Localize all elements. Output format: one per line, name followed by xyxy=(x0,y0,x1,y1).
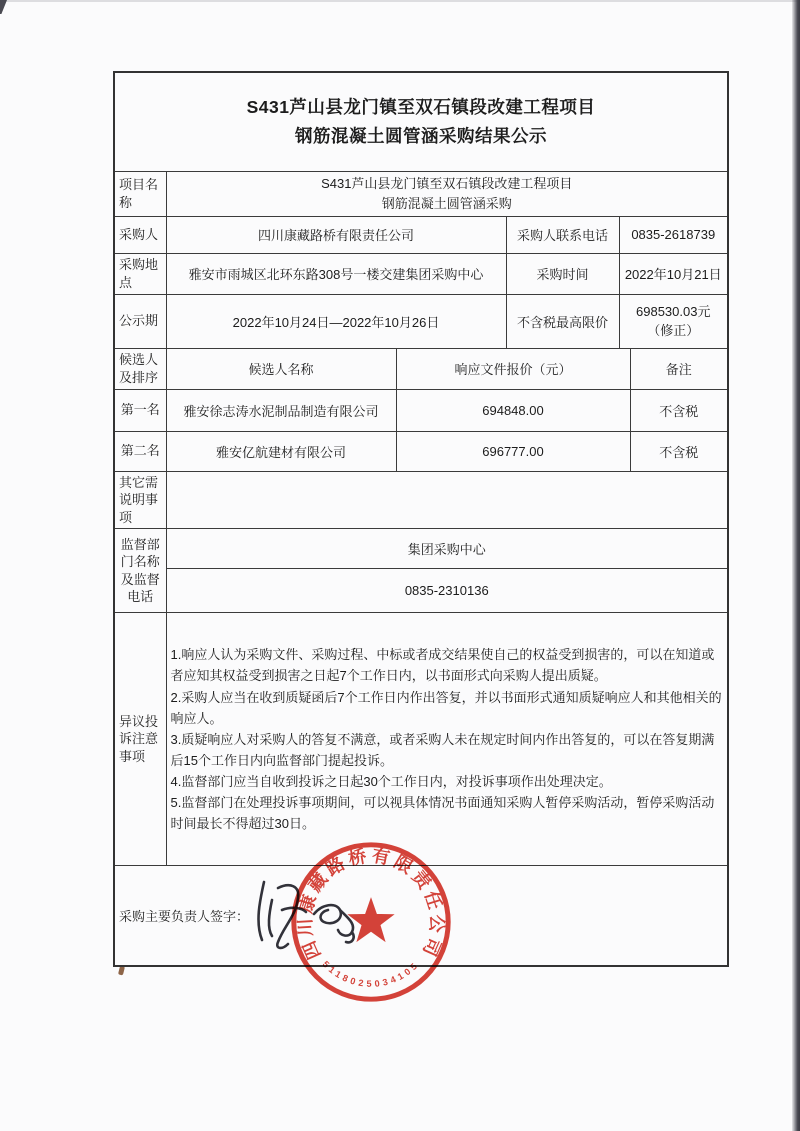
candidate-price-header: 响应文件报价（元） xyxy=(396,348,630,389)
purchaser-phone-label: 采购人联系电话 xyxy=(506,216,619,253)
objection-label: 异议投诉注意事项 xyxy=(114,613,166,866)
purchase-time-label: 采购时间 xyxy=(506,253,619,294)
purchaser-phone-value: 0835-2618739 xyxy=(619,216,728,253)
stamp-star-icon xyxy=(347,897,394,942)
project-name-label: 项目名称 xyxy=(114,171,166,216)
scan-top-edge xyxy=(0,0,800,2)
stamp-company-text: 四川康藏路桥有限责任公司 xyxy=(294,845,448,963)
project-name-value xyxy=(166,171,728,216)
candidate-remark-header: 备注 xyxy=(630,348,728,389)
procurement-result-table xyxy=(113,71,729,967)
table-row xyxy=(114,431,728,471)
location-label: 采购地点 xyxy=(114,253,166,294)
objection-item-3: 3.质疑响应人对采购人的答复不满意，或者采购人未在规定时间内作出答复的，可以在答复期满后15个工作日内向监督部门提起投诉。 xyxy=(170,731,715,768)
max-price-amount: 698530.03元 xyxy=(636,303,711,319)
purchase-time-value: 2022年10月21日 xyxy=(619,253,728,294)
scan-right-edge xyxy=(792,0,800,1131)
company-stamp xyxy=(288,839,454,1005)
candidate1-remark: 不含税 xyxy=(630,389,728,431)
objection-item-4: 4.监督部门应当自收到投诉之日起30个工作日内，对投诉事项作出处理决定。 xyxy=(170,773,612,789)
purchaser-label: 采购人 xyxy=(114,216,166,253)
candidate1-rank: 第一名 xyxy=(114,389,166,431)
document-title-cell xyxy=(114,72,728,171)
candidate1-price: 694848.00 xyxy=(396,389,630,431)
table-row xyxy=(114,389,728,431)
candidate2-name: 雅安亿航建材有限公司 xyxy=(166,431,396,471)
other-notes-value xyxy=(166,471,728,529)
candidates-label: 候选人及排序 xyxy=(114,348,166,389)
location-value: 雅安市雨城区北环东路308号一楼交建集团采购中心 xyxy=(166,253,506,294)
supervision-phone: 0835-2310136 xyxy=(166,569,728,613)
max-price-label: 不含税最高限价 xyxy=(506,294,619,348)
max-price-note: （修正） xyxy=(647,323,700,338)
candidate2-rank: 第二名 xyxy=(114,431,166,471)
project-name-value-line1: S431芦山县龙门镇至双石镇段改建工程项目 xyxy=(321,176,573,191)
candidate-name-header: 候选人名称 xyxy=(166,348,396,389)
objection-item-5: 5.监督部门在处理投诉事项期间，可以视具体情况书面通知采购人暂停采购活动，暂停采购活动时间最长不得超过30日。 xyxy=(170,794,715,831)
scan-corner-mark xyxy=(0,0,7,14)
candidate1-name: 雅安徐志涛水泥制品制造有限公司 xyxy=(166,389,396,431)
objection-content xyxy=(166,613,728,866)
other-notes-label: 其它需说明事项 xyxy=(114,471,166,529)
objection-item-2: 2.采购人应当在收到质疑函后7个工作日内作出答复，并以书面形式通知质疑响应人和其他相关的响应人。 xyxy=(170,689,722,726)
publicity-period-value: 2022年10月24日—2022年10月26日 xyxy=(166,294,506,348)
candidate2-remark: 不含税 xyxy=(630,431,728,471)
scan-speck xyxy=(118,966,125,976)
stamp-number-text: 5118025034105 xyxy=(320,958,422,989)
project-name-value-line2: 钢筋混凝土圆管涵采购 xyxy=(381,195,512,211)
max-price-value xyxy=(619,294,728,348)
supervision-label: 监督部门名称及监督电话 xyxy=(114,529,166,613)
signature-label: 采购主要负责人签字： xyxy=(119,908,250,924)
publicity-period-label: 公示期 xyxy=(114,294,166,348)
supervision-department: 集团采购中心 xyxy=(166,529,728,569)
document-title-line1: S431芦山县龙门镇至双石镇段改建工程项目 xyxy=(246,96,596,117)
purchaser-value: 四川康藏路桥有限责任公司 xyxy=(166,216,506,253)
candidate2-price: 696777.00 xyxy=(396,431,630,471)
document-title-line2: 钢筋混凝土圆管涵采购结果公示 xyxy=(295,125,547,146)
objection-item-1: 1.响应人认为采购文件、采购过程、中标或者成交结果使自己的权益受到损害的，可以在知道或者应知其权益受到损害之日起7个工作日内，以书面形式向采购人提出质疑。 xyxy=(170,647,715,684)
